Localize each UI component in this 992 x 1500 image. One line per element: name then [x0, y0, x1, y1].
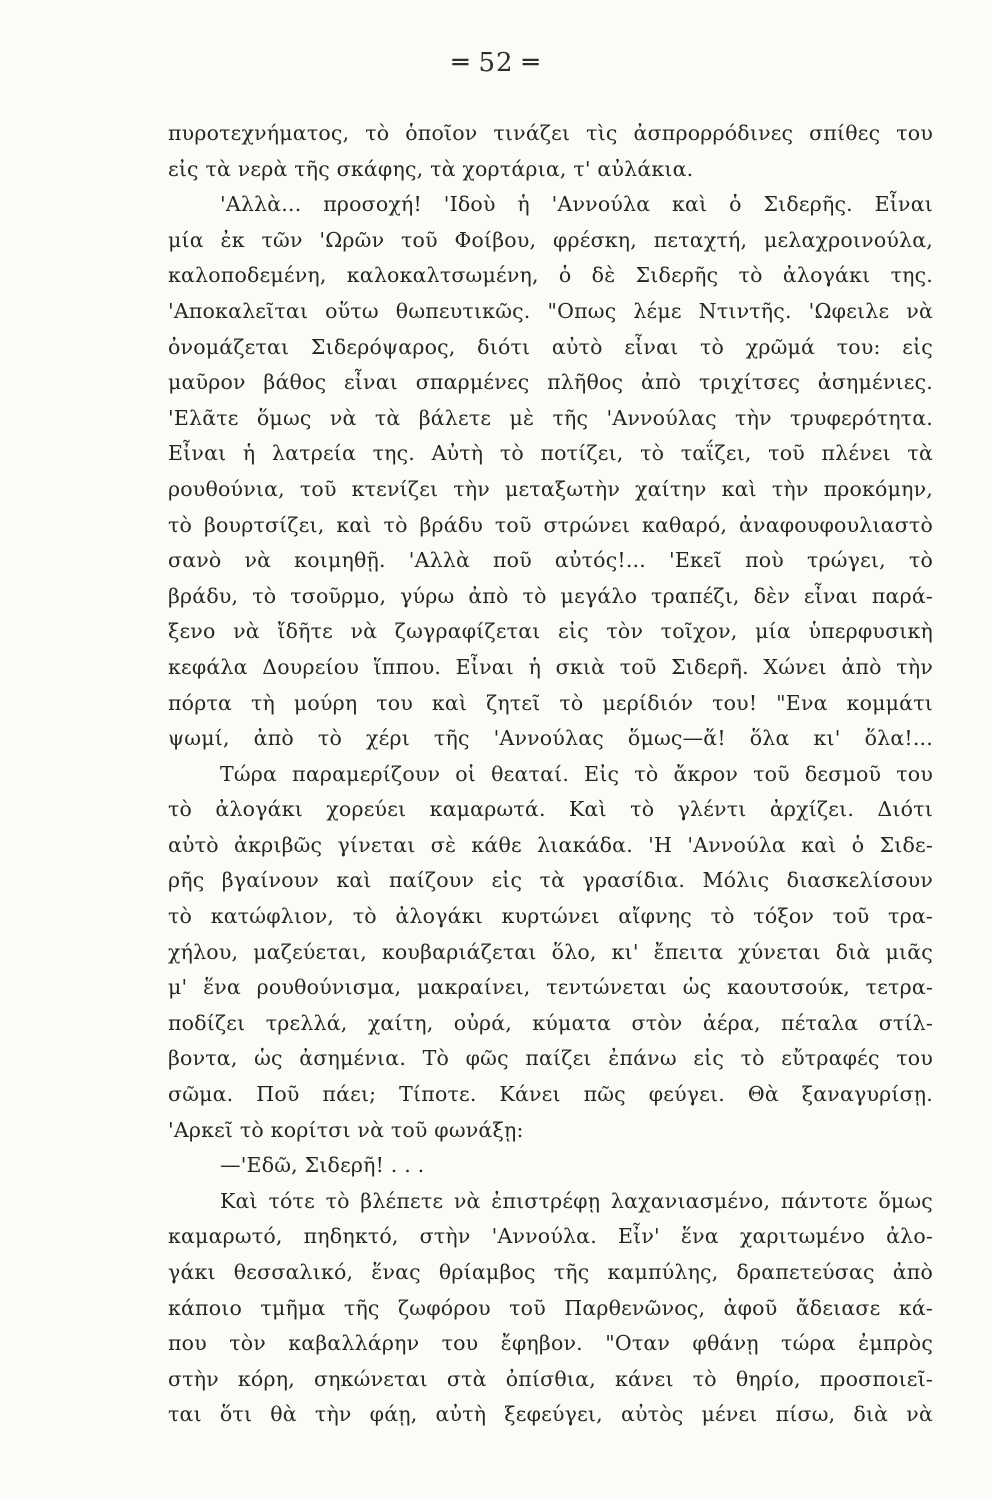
text-line-16: κεφάλα Δουρείου ἵππου. Εἶναι ἡ σκιὰ τοῦ Σιδερῆ. Χώνει ἀπὸ τὴν [168, 654, 933, 679]
text-line-1: πυροτεχνήματος, τὸ ὁποῖον τινάζει τὶς ἀσπρορρόδινες σπίθες του [168, 121, 933, 145]
text-line-12: τὸ βουρτσίζει, καὶ τὸ βράδυ τοῦ στρώνει καθαρό, ἀναφουφουλιαστὸ [168, 512, 933, 537]
text-line-15: ξενο νὰ ἴδῆτε νὰ ζωγραφίζεται εἰς τὸν τοῖχον, μία ὑπερφυσικὴ [168, 619, 933, 644]
text-line-33: γάκι θεσσαλικό, ἕνας θρίαμβος τῆς καμπύλης, δραπετεύσας ἀπὸ [168, 1260, 933, 1284]
text-line-18: ψωμί, ἀπὸ τὸ χέρι τῆς 'Αννούλας ὅμως—ἅ! ὅλα κι' ὅλα!... [168, 726, 933, 751]
page-number: ═ 52 ═ [452, 48, 540, 78]
text-line-14: βράδυ, τὸ τσοῦρμο, γύρω ἀπὸ τὸ μεγάλο τραπέζι, δὲν εἶναι παρά- [168, 583, 933, 608]
text-line-29: 'Αρκεῖ τὸ κορίτσι νὰ τοῦ φωνάξῃ: [168, 1117, 524, 1142]
text-line-20: τὸ ἀλογάκι χορεύει καμαρωτά. Καὶ τὸ γλέντι ἀρχίζει. Διότι [168, 797, 933, 822]
text-line-35: που τὸν καβαλλάρην του ἔφηβον. "Οταν φθάνῃ τώρα ἐμπρὸς [168, 1331, 933, 1356]
text-line-30: —'Εδῶ, Σιδερῆ! . . . [220, 1153, 425, 1178]
body-text [168, 116, 933, 1433]
text-line-3: 'Αλλὰ... προσοχή! 'Ιδοὺ ἡ 'Αννούλα καὶ ὁ Σιδερῆς. Εἶναι [220, 192, 933, 217]
text-line-37: ται ὅτι θὰ τὴν φάῃ, αὐτὴ ξεφεύγει, αὐτὸς μένει πίσω, διὰ νὰ [168, 1402, 933, 1427]
text-line-8: μαῦρον βάθος εἶναι σπαρμένες πλῆθος ἀπὸ τριχίτσες ἀσημένιες. [168, 370, 933, 395]
text-line-28: σῶμα. Ποῦ πάει; Τίποτε. Κάνει πῶς φεύγει. Θὰ ξαναγυρίσῃ. [168, 1082, 933, 1107]
text-line-19: Τώρα παραμερίζουν οἱ θεαταί. Εἰς τὸ ἄκρον τοῦ δεσμοῦ του [220, 761, 933, 786]
text-line-36: στὴν κόρη, σηκώνεται στὰ ὀπίσθια, κάνει τὸ θηρίο, προσποιεῖ- [168, 1366, 933, 1391]
text-line-9: 'Ελᾶτε ὅμως νὰ τὰ βάλετε μὲ τῆς 'Αννούλας τὴν τρυφερότητα. [168, 405, 933, 430]
text-line-13: σανὸ νὰ κοιμηθῇ. 'Αλλὰ ποῦ αὐτός!... 'Εκεῖ ποὺ τρώγει, τὸ [168, 548, 933, 573]
text-line-25: μ' ἕνα ρουθούνισμα, μακραίνει, τεντώνεται ὡς καουτσούκ, τετρα- [168, 975, 933, 1000]
text-line-4: μία ἐκ τῶν 'Ωρῶν τοῦ Φοίβου, φρέσκη, πεταχτή, μελαχροινούλα, [168, 227, 933, 252]
text-line-31: Καὶ τότε τὸ βλέπετε νὰ ἐπιστρέφῃ λαχανιασμένο, πάντοτε ὅμως [220, 1188, 933, 1213]
text-line-17: πόρτα τὴ μούρη του καὶ ζητεῖ τὸ μερίδιόν του! "Ενα κομμάτι [168, 690, 933, 715]
text-line-21: αὐτὸ ἀκριβῶς γίνεται σὲ κάθε λιακάδα. 'Η 'Αννούλα καὶ ὁ Σιδε- [168, 832, 933, 857]
text-line-32: καμαρωτό, πηδηκτό, στὴν 'Αννούλα. Εἶν' ἕνα χαριτωμένο ἀλο- [168, 1224, 933, 1249]
text-line-23: τὸ κατώφλιον, τὸ ἀλογάκι κυρτώνει αἴφνης τὸ τόξον τοῦ τρα- [168, 904, 933, 929]
text-line-6: 'Αποκαλεῖται οὕτω θωπευτικῶς. "Οπως λέμε Ντιντῆς. 'Ωφειλε νὰ [168, 298, 933, 323]
text-line-11: ρουθούνια, τοῦ κτενίζει τὴν μεταξωτὴν χαίτην καὶ τὴν προκόμην, [168, 476, 933, 501]
text-line-24: χήλου, μαζεύεται, κουβαριάζεται ὅλο, κι' ἔπειτα χύνεται διὰ μιᾶς [168, 939, 933, 964]
text-line-27: βοντα, ὡς ἀσημένια. Τὸ φῶς παίζει ἐπάνω εἰς τὸ εὔτραφές του [168, 1046, 933, 1071]
text-line-5: καλοποδεμένη, καλοκαλτσωμένη, ὁ δὲ Σιδερῆς τὸ ἀλογάκι της. [168, 263, 933, 288]
text-line-26: ποδίζει τρελλά, χαίτη, οὐρά, κύματα στὸν ἀέρα, πέταλα στίλ- [168, 1010, 933, 1035]
text-line-10: Εἶναι ἡ λατρεία της. Αὐτὴ τὸ ποτίζει, τὸ ταΐζει, τοῦ πλένει τὰ [168, 441, 933, 466]
text-line-34: κάποιο τμῆμα τῆς ζωφόρου τοῦ Παρθενῶνος, ἀφοῦ ἄδειασε κά- [168, 1295, 933, 1320]
text-line-2: εἰς τὰ νερὰ τῆς σκάφης, τὰ χορτάρια, τ' αὐλάκια. [168, 156, 694, 181]
text-line-7: ὀνομάζεται Σιδερόψαρος, διότι αὐτὸ εἶναι τὸ χρῶμά του: εἰς [168, 334, 933, 359]
text-line-22: ρῆς βγαίνουν καὶ παίζουν εἰς τὰ γρασίδια. Μόλις διασκελίσουν [168, 868, 933, 893]
